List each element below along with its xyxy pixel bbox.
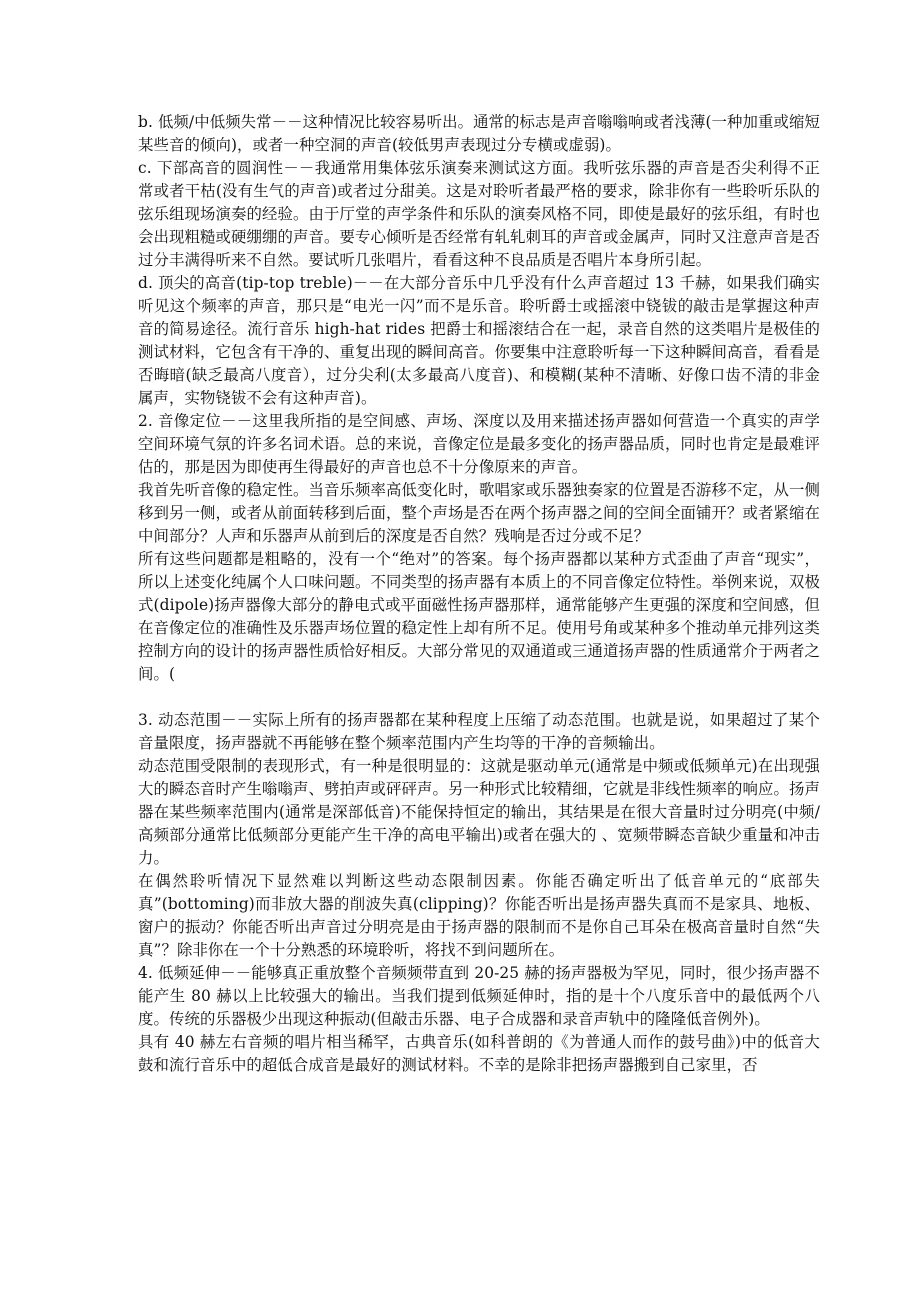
paragraph-imaging-stability: 我首先听音像的稳定性。当音乐频率高低变化时，歌唱家或乐器独奏家的位置是否游移不定，从一侧移到另一侧，或者从前面转移到后面，整个声场是否在两个扬声器之间的空间全面铺开？或者紧缩在中间部分？人声和乐器声从前到后的深度是否自然？残响是否过分或不足？ <box>138 481 820 545</box>
paragraph-4-bass-extension: 4. 低频延伸－－能够真正重放整个音频频带直到 20-25 赫的扬声器极为罕见，同时，很少扬声器不能产生 80 赫以上比较强大的输出。当我们提到低频延伸时，指的是十个八度乐音中的最低两个八度。传统的乐器极少出现这种振动(但敲击乐器、电子合成器和录音声轨中的隆隆低音例外)。 <box>138 964 820 1028</box>
paragraph-b-low-frequency: b. 低频/中低频失常－－这种情况比较容易听出。通常的标志是声音嗡嗡响或者浅薄(一种加重或缩短某些音的倾向)，或者一种空洞的声音(较低男声表现过分专横或虚弱)。 <box>138 113 820 154</box>
paragraph-imaging-questions: 所有这些问题都是粗略的，没有一个“绝对”的答案。每个扬声器都以某种方式歪曲了声音“现实”，所以上述变化纯属个人口味问题。不同类型的扬声器有本质上的不同音像定位特性。举例来说，双极式(dipole)扬声器像大部分的静电式或平面磁性扬声器那样，通常能够产生更强的深度和空间感，但在音像定位的准确性及乐器声场位置的稳定性上却有所不足。使用号角或某种多个推动单元排列这类控制方向的设计的扬声器性质恰好相反。大部分常见的双通道或三通道扬声器的性质通常介于两者之间。( <box>138 550 820 683</box>
paragraph-3-dynamic-range: 3. 动态范围－－实际上所有的扬声器都在某种程度上压缩了动态范围。也就是说，如果超过了某个音量限度，扬声器就不再能够在整个频率范围内产生均等的干净的音频输出。 <box>138 711 820 752</box>
paragraph-dynamic-judgement: 在偶然聆听情况下显然难以判断这些动态限制因素。你能否确定听出了低音单元的“底部失真”(bottoming)而非放大器的削波失真(clipping)？你能否听出是扬声器失真而不是家具、地板、窗户的振动？你能否听出声音过分明亮是由于扬声器的限制而不是你自己耳朵在极高音量时自然“失真”？除非你在一个十分熟悉的环境聆听，将找不到问题所在。 <box>138 872 820 959</box>
paragraph-dynamic-limits: 动态范围受限制的表现形式，有一种是很明显的：这就是驱动单元(通常是中频或低频单元)在出现强大的瞬态音时产生嗡嗡声、劈拍声或砰砰声。另一种形式比较精细，它就是非线性频率的响应。扬声器在某些频率范围内(通常是深部低音)不能保持恒定的输出，其结果是在很大音量时过分明亮(中频/高频部分通常比低频部分更能产生干净的高电平输出)或者在强大的 、宽频带瞬态音缺少重量和冲击力。 <box>138 757 820 867</box>
paragraph-c-lower-treble: c. 下部高音的圆润性－－我通常用集体弦乐演奏来测试这方面。我听弦乐器的声音是否尖利得不正常或者干枯(没有生气的声音)或者过分甜美。这是对聆听者最严格的要求，除非你有一些聆听乐队的弦乐组现场演奏的经验。由于厅堂的声学条件和乐队的演奏风格不同，即使是最好的弦乐组，有时也会出现粗糙或硬绷绷的声音。要专心倾听是否经常有轧轧刺耳的声音或金属声，同时又注意声音是否过分丰满得听来不自然。要试听几张唱片，看看这种不良品质是否唱片本身所引起。 <box>138 159 820 269</box>
paragraph-spacer <box>138 686 820 709</box>
paragraph-bass-test-material: 具有 40 赫左右音频的唱片相当稀罕，古典音乐(如科普朗的《为普通人而作的鼓号曲》)中的低音大鼓和流行音乐中的超低合成音是最好的测试材料。不幸的是除非把扬声器搬到自己家里，否 <box>138 1033 820 1074</box>
paragraph-d-top-treble: d. 顶尖的高音(tip-top treble)－－在大部分音乐中几乎没有什么声音超过 13 千赫，如果我们确实听见这个频率的声音，那只是“电光一闪”而不是乐音。聆听爵士或摇滚中铙钹的敲击是掌握这种声音的简易途径。流行音乐 high-hat rides 把爵士和摇滚结合在一起，录音自然的这类唱片是极佳的测试材料，它包含有干净的、重复出现的瞬间高音。你要集中注意聆听每一下这种瞬间高音，看看是否晦暗(缺乏最高八度音），过分尖利(太多最高八度音)、和模糊(某种不清晰、好像口齿不清的非金属声，实物铙钹不会有这种声音)。 <box>138 274 820 407</box>
paragraph-2-imaging: 2. 音像定位－－这里我所指的是空间感、声场、深度以及用来描述扬声器如何营造一个真实的声学空间环境气氛的许多名词术语。总的来说，音像定位是最多变化的扬声器品质，同时也肯定是最难评估的，那是因为即使再生得最好的声音也总不十分像原来的声音。 <box>138 412 820 476</box>
